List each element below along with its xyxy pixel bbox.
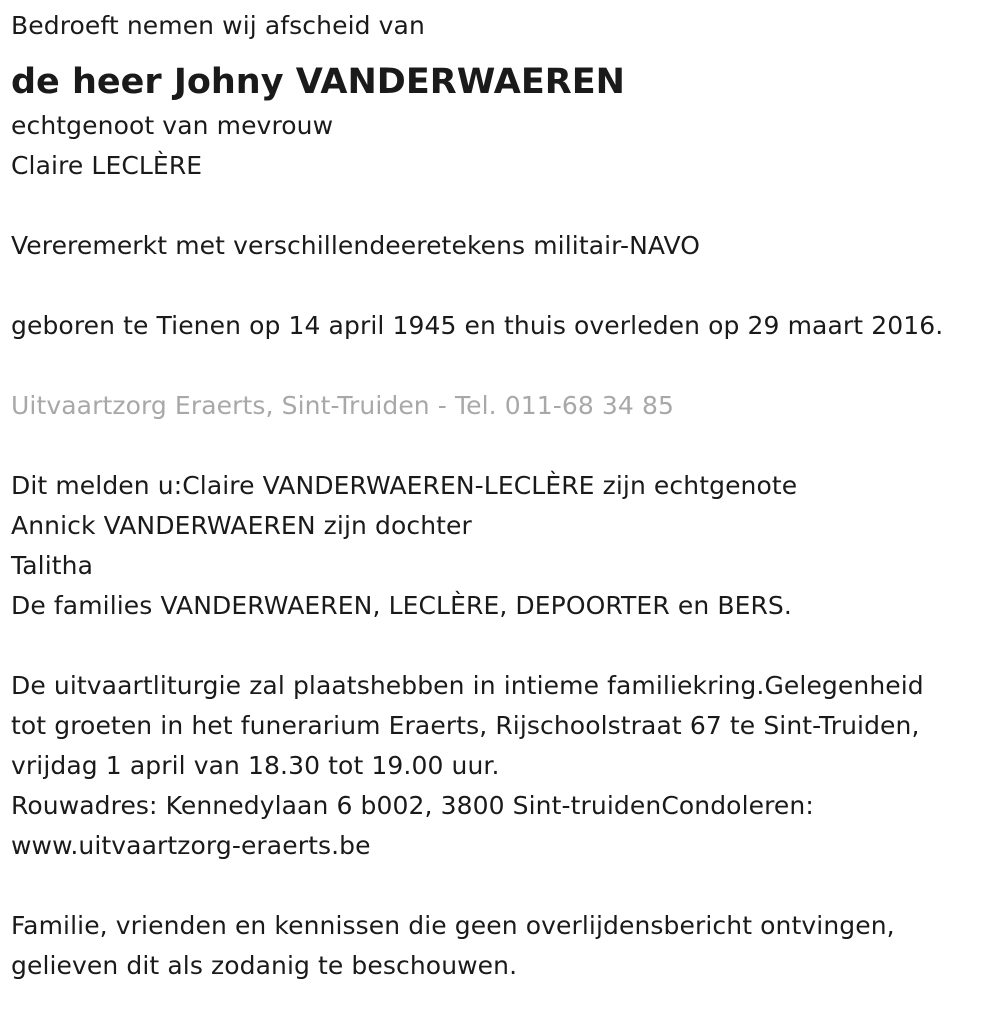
spacer xyxy=(11,186,1000,226)
ceremony-line: Rouwadres: Kennedylaan 6 b002, 3800 Sint-truidenCondoleren: xyxy=(11,791,814,820)
spacer xyxy=(11,266,1000,306)
family-section xyxy=(11,466,1000,626)
honors-text: Vereremerkt met verschillendeeretekens militair-NAVO xyxy=(11,231,701,260)
family-line: De families VANDERWAEREN, LECLÈRE, DEPOORTER en BERS. xyxy=(11,591,792,620)
spacer xyxy=(11,626,1000,666)
intro-text: Bedroeft nemen wij afscheid van xyxy=(11,11,425,40)
ceremony-line: tot groeten in het funerarium Eraerts, Rijschoolstraat 67 te Sint-Truiden, xyxy=(11,711,920,740)
family-line: Dit melden u:Claire VANDERWAEREN-LECLÈRE zijn echtgenote xyxy=(11,471,798,500)
closing-line: gelieven dit als zodanig te beschouwen. xyxy=(11,951,518,980)
spouse-line-1: echtgenoot van mevrouw xyxy=(11,111,334,140)
ceremony-line: De uitvaartliturgie zal plaatshebben in intieme familiekring.Gelegenheid xyxy=(11,671,924,700)
spouse-line-2: Claire LECLÈRE xyxy=(11,151,203,180)
funeral-home-text: Uitvaartzorg Eraerts, Sint-Truiden - Tel. 011-68 34 85 xyxy=(11,391,674,420)
family-line: Talitha xyxy=(11,551,94,580)
family-line: Annick VANDERWAEREN zijn dochter xyxy=(11,511,472,540)
spacer xyxy=(11,866,1000,906)
closing-line: Familie, vrienden en kennissen die geen overlijdensbericht ontvingen, xyxy=(11,911,895,940)
spacer xyxy=(11,426,1000,466)
closing-section xyxy=(11,906,1000,986)
ceremony-section xyxy=(11,666,1000,866)
ceremony-line: vrijdag 1 april van 18.30 tot 19.00 uur. xyxy=(11,751,500,780)
spacer xyxy=(11,346,1000,386)
website-text: www.uitvaartzorg-eraerts.be xyxy=(11,831,371,860)
birth-death-text: geboren te Tienen op 14 april 1945 en thuis overleden op 29 maart 2016. xyxy=(11,311,944,340)
deceased-name: de heer Johny VANDERWAEREN xyxy=(11,62,625,102)
